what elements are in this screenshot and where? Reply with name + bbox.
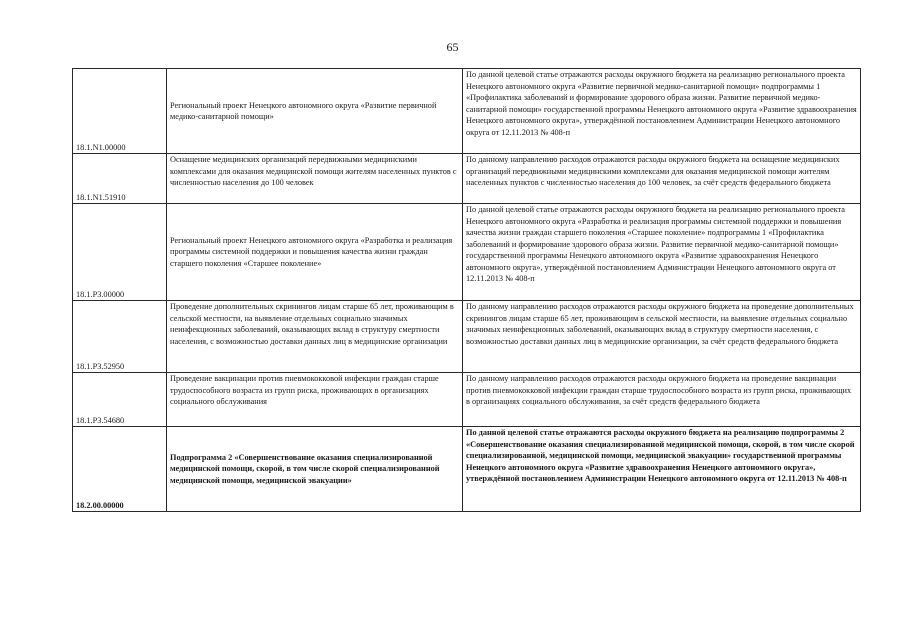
target-article-description: По данному направлению расходов отражаются расходы окружного бюджета на оснащение медицинских организаций передвижными медицинскими комплексами для оказания медицинской помощи жителям населенных пунктов с численностью населения до 100 человек, за счёт средств федерального бюджета — [463, 154, 861, 204]
table-row — [73, 427, 861, 512]
target-article-name: Подпрограмма 2 «Совершенствование оказания специализированной медицинской помощи, скорой, в том числе скорой специализированной медицинской помощи, медицинской эвакуации» — [167, 427, 463, 512]
target-article-name: Проведение дополнительных скринингов лицам старше 65 лет, проживающим в сельской местности, на выявление отдельных социально значимых неинфекционных заболеваний, оказывающих вклад в структуру смертности населения, с возможностью доставки данных лиц в медицинские организации — [167, 301, 463, 373]
table-row — [73, 204, 861, 301]
target-article-description: По данной целевой статье отражаются расходы окружного бюджета на реализацию подпрограммы 2 «Совершенствование оказания специализированной медицинской помощи, скорой, в том числе скорой специализированной, медицинской помощи, медицинской эвакуации» государственной программы Ненецкого автономного округа «Развитие здравоохранения Ненецкого автономного округа», утверждённой постановлением Администрации Ненецкого автономного округа от 12.11.2013 № 408-п — [463, 427, 861, 512]
target-article-description: По данному направлению расходов отражаются расходы окружного бюджета на проведение вакцинации против пневмококковой инфекции граждан старше трудоспособного возраста из групп риска, проживающих в организациях социального обслуживания, за счёт средств федерального бюджета — [463, 373, 861, 427]
target-article-name: Региональный проект Ненецкого автономного округа «Разработка и реализация программы системной поддержки и повышения качества жизни граждан старшего поколения «Старшее поколение» — [167, 204, 463, 301]
target-article-code: 18.1.N1.00000 — [73, 69, 167, 154]
target-article-name: Оснащение медицинских организаций передвижными медицинскими комплексами для оказания медицинской помощи жителям населенных пунктов с численностью населения до 100 человек — [167, 154, 463, 204]
page-number: 65 — [446, 40, 459, 54]
target-article-description: По данной целевой статье отражаются расходы окружного бюджета на реализацию регионального проекта Ненецкого автономного округа «Разработка и реализация программы системной поддержки и повышения качества жизни граждан старшего поколения «Старшее поколение» подпрограммы 1 «Профилактика заболеваний и формирование здорового образа жизни. Развитие первичной медико-санитарной помощи» государственной программы Ненецкого автономного округа «Развитие здравоохранения Ненецкого автономного округа», утверждённой постановлением Администрации Ненецкого автономного округа от 12.11.2013 № 408-п — [463, 204, 861, 301]
target-article-code: 18.2.00.00000 — [73, 427, 167, 512]
budget-classification-table — [72, 68, 861, 512]
table-row — [73, 373, 861, 427]
table-row — [73, 69, 861, 154]
target-article-description: По данной целевой статье отражаются расходы окружного бюджета на реализацию регионального проекта Ненецкого автономного округа «Развитие первичной медико-санитарной помощи» подпрограммы 1 «Профилактика заболеваний и формирование здорового образа жизни. Развитие первичной медико-санитарной помощи» государственной программы Ненецкого автономного округа «Развитие здравоохранения Ненецкого автономного округа», утверждённой постановлением Администрации Ненецкого автономного округа от 12.11.2013 № 408-п — [463, 69, 861, 154]
target-article-code: 18.1.P3.54680 — [73, 373, 167, 427]
target-article-description: По данному направлению расходов отражаются расходы окружного бюджета на проведение дополнительных скринингов лицам старше 65 лет, проживающим в сельской местности, на выявление отдельных социально значимых неинфекционных заболеваний, оказывающих вклад в структуру смертности населения, с возможностью доставки данных лиц в медицинские организации, за счёт средств федерального бюджета — [463, 301, 861, 373]
target-article-code: 18.1.P3.52950 — [73, 301, 167, 373]
target-article-code: 18.1.P3.00000 — [73, 204, 167, 301]
table-row — [73, 154, 861, 204]
table-row — [73, 301, 861, 373]
target-article-code: 18.1.N1.51910 — [73, 154, 167, 204]
target-article-name: Региональный проект Ненецкого автономного округа «Развитие первичной медико-санитарной помощи» — [167, 69, 463, 154]
target-article-name: Проведение вакцинации против пневмококковой инфекции граждан старше трудоспособного возраста из групп риска, проживающих в организациях социального обслуживания — [167, 373, 463, 427]
